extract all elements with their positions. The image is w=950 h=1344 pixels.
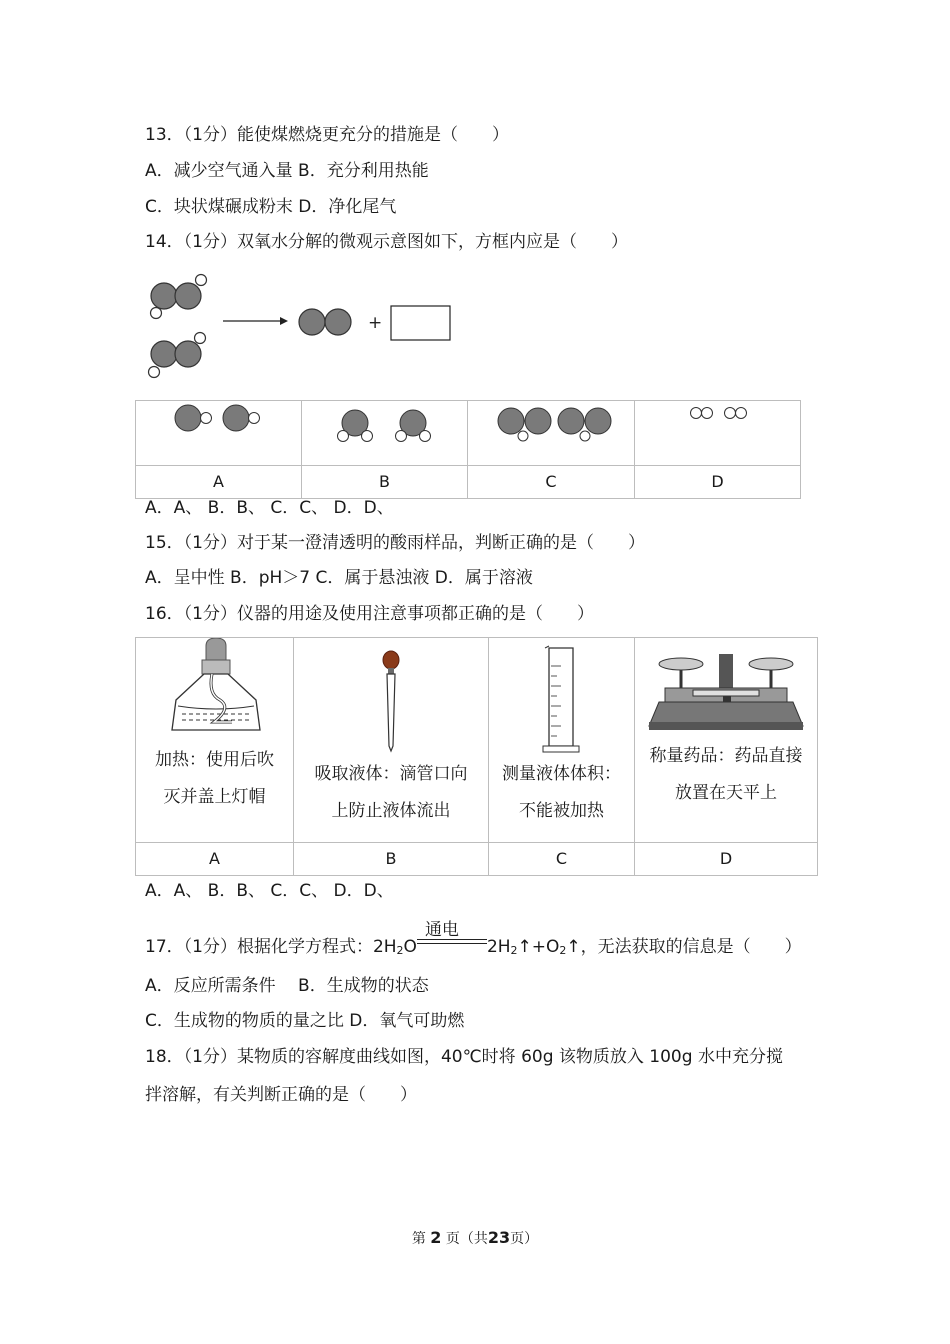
molecule-a-icon bbox=[136, 401, 301, 461]
q17-sub-3: 2 bbox=[559, 944, 567, 957]
q14-label-d: D bbox=[635, 466, 801, 499]
q16-cell-c bbox=[489, 638, 635, 843]
q16-label-c: C bbox=[489, 843, 635, 876]
q13-stem: 13．（1分）能使煤燃烧更充分的措施是（ ） bbox=[145, 125, 509, 145]
q14-cell-d-image bbox=[635, 401, 801, 466]
q16-label-b: B bbox=[294, 843, 489, 876]
q14-options-table bbox=[135, 400, 801, 499]
alcohol-lamp-icon bbox=[136, 638, 293, 738]
q16-desc-c-1: 测量液体体积： bbox=[502, 764, 621, 784]
q16-desc-b-2: 上防止液体流出 bbox=[331, 801, 451, 821]
q16-cell-b bbox=[294, 638, 489, 843]
q14-cell-c-image bbox=[468, 401, 635, 466]
q15-stem: 15．（1分）对于某一澄清透明的酸雨样品，判断正确的是（ ） bbox=[145, 533, 645, 553]
q16-desc-d-2: 放置在天平上 bbox=[675, 783, 777, 803]
q13-options-1: A．减少空气通入量 B．充分利用热能 bbox=[145, 161, 429, 181]
q16-desc-d-1: 称量药品：药品直接 bbox=[649, 746, 803, 766]
reaction-condition bbox=[417, 917, 487, 957]
q17-o: O bbox=[403, 937, 417, 957]
q17-options-1: A．反应所需条件 B．生成物的状态 bbox=[145, 976, 429, 996]
q17-equation bbox=[145, 917, 802, 961]
balance-scale-icon bbox=[635, 638, 817, 738]
q16-desc-c-2: 不能被加热 bbox=[519, 801, 604, 821]
q17-options-2: C．生成物的物质的量之比 D．氧气可助燃 bbox=[145, 1011, 465, 1031]
footer-pre: 第 bbox=[411, 1231, 426, 1247]
q18-stem-1: 18．（1分）某物质的容解度曲线如图，40℃时将 60g 该物质放入 100g 水中充分搅 bbox=[145, 1047, 783, 1067]
q16-stem: 16．（1分）仪器的用途及使用注意事项都正确的是（ ） bbox=[145, 604, 594, 624]
q14-answer-options: A．A、 B．B、 C．C、 D．D、 bbox=[145, 498, 394, 518]
q15-options: A．呈中性 B．pH＞7 C．属于悬浊液 D．属于溶液 bbox=[145, 568, 533, 588]
q14-cell-a-image bbox=[136, 401, 302, 466]
q17-arrow-o2: ↑+O bbox=[517, 937, 560, 957]
q14-label-c: C bbox=[468, 466, 635, 499]
page-footer bbox=[0, 1228, 950, 1248]
q14-label-a: A bbox=[136, 466, 302, 499]
answer-box bbox=[391, 306, 450, 340]
molecule-b-icon bbox=[302, 401, 467, 461]
q16-label-d: D bbox=[635, 843, 818, 876]
q16-desc-a-2: 灭并盖上灯帽 bbox=[163, 787, 266, 807]
footer-total-pages: 23 bbox=[487, 1228, 511, 1247]
q16-cell-a bbox=[136, 638, 294, 843]
q17-h2: 2H bbox=[486, 937, 511, 957]
graduated-cylinder-icon bbox=[489, 638, 634, 756]
q16-desc-a-1: 加热：使用后吹 bbox=[155, 750, 274, 770]
molecule-d-icon bbox=[635, 401, 800, 461]
q17-condition-text: 通电 bbox=[424, 920, 459, 940]
dropper-icon bbox=[294, 638, 488, 756]
footer-page-number: 2 bbox=[430, 1228, 442, 1247]
q13-options-2: C．块状煤碾成粉末 D．净化尾气 bbox=[145, 197, 397, 217]
q14-stem: 14．（1分）双氧水分解的微观示意图如下，方框内应是（ ） bbox=[145, 232, 628, 252]
q16-cell-d bbox=[635, 638, 818, 843]
q16-answer-options: A．A、 B．B、 C．C、 D．D、 bbox=[145, 881, 394, 901]
q14-label-b: B bbox=[302, 466, 468, 499]
footer-mid: 页（共 bbox=[445, 1231, 488, 1247]
q17-suffix: ↑，无法获取的信息是（ ） bbox=[566, 937, 802, 957]
q16-desc-b-1: 吸取液体：滴管口向 bbox=[314, 764, 468, 784]
q14-cell-b-image bbox=[302, 401, 468, 466]
plus-sign: + bbox=[368, 313, 383, 333]
q16-options-table bbox=[135, 637, 818, 876]
q16-label-a: A bbox=[136, 843, 294, 876]
q17-sub-2: 2 bbox=[510, 944, 518, 957]
q14-reaction-diagram bbox=[140, 268, 470, 386]
q17-prefix: 17．（1分）根据化学方程式：2H bbox=[145, 937, 397, 957]
footer-post: 页） bbox=[510, 1231, 539, 1247]
q17-sub-1: 2 bbox=[396, 944, 404, 957]
q18-stem-2: 拌溶解，有关判断正确的是（ ） bbox=[145, 1085, 417, 1105]
molecule-c-icon bbox=[468, 401, 634, 461]
